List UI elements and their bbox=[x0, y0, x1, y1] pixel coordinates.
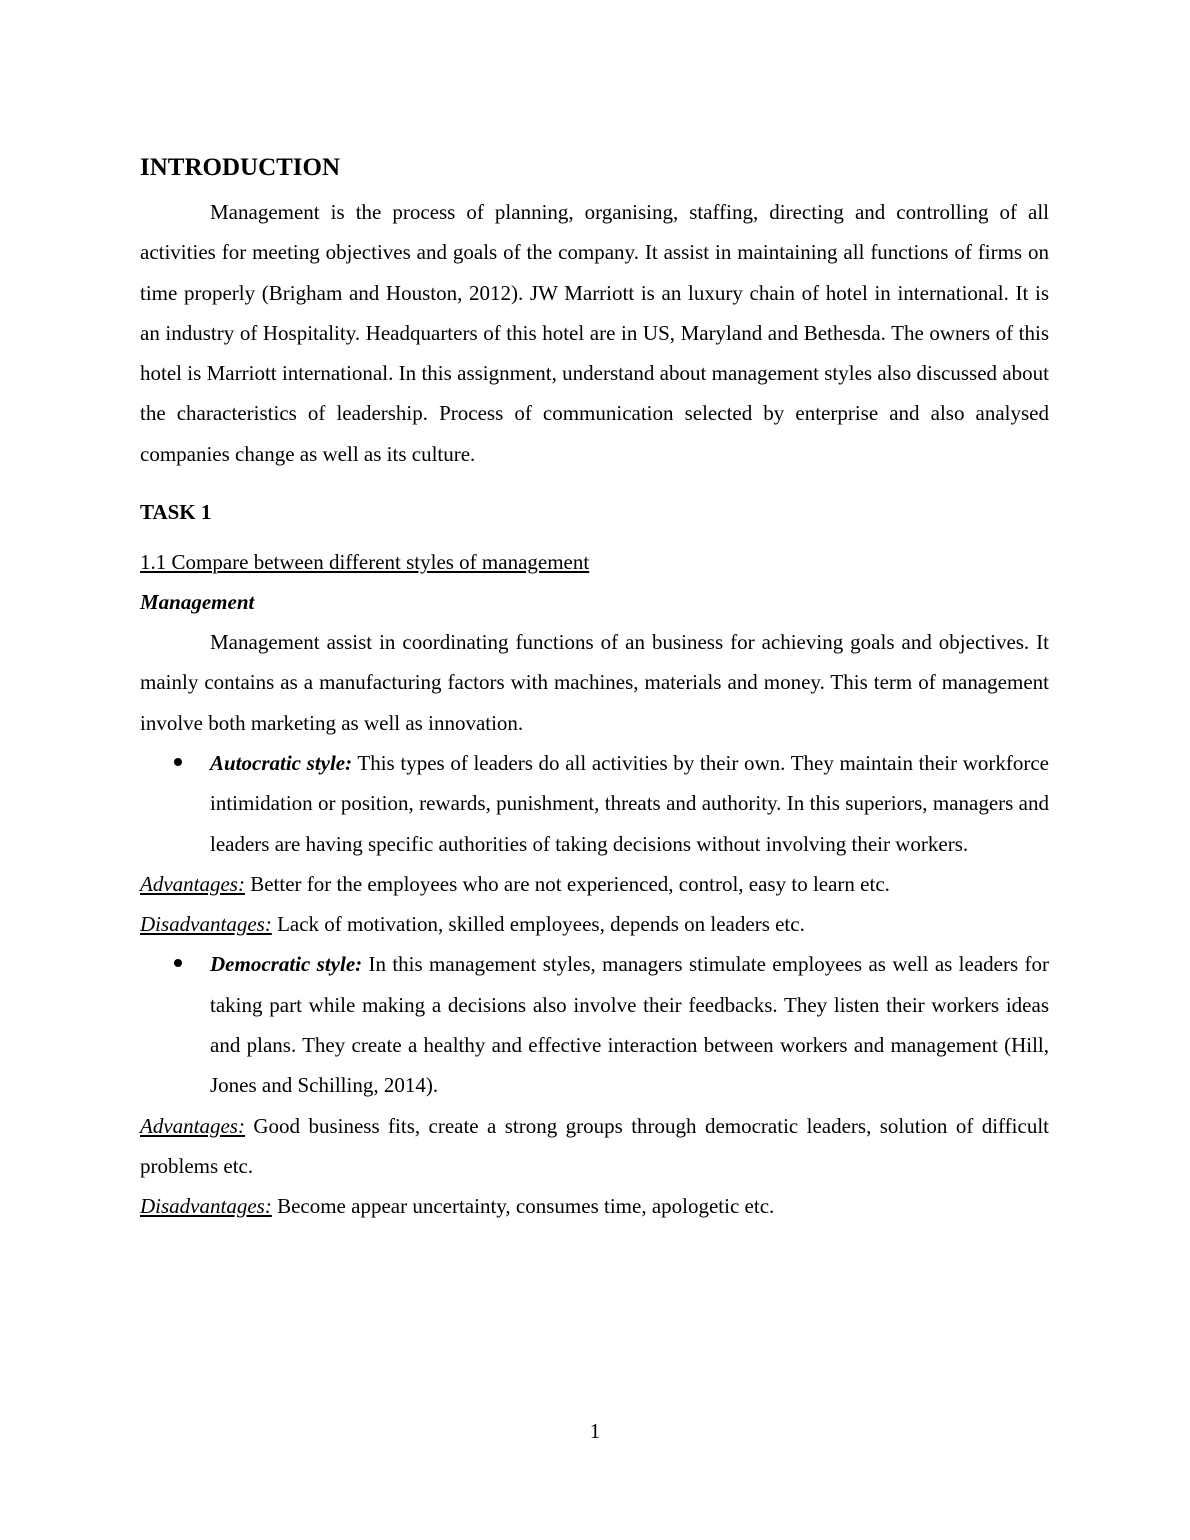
disadvantages-label: Disadvantages: bbox=[140, 912, 272, 937]
bullet-icon bbox=[174, 758, 182, 766]
management-subheading: Management bbox=[140, 590, 255, 615]
disadvantages-text: Lack of motivation, skilled employees, depends on leaders etc. bbox=[271, 912, 805, 937]
section-1-1-heading: 1.1 Compare between different styles of management bbox=[140, 550, 590, 575]
introduction-paragraph: Management is the process of planning, organising, staffing, directing and controlling of all activities for meeting objectives and goals of the company. It assist in maintaining all functions of firms on time properly (Brigham and Houston, 2012). JW Marriott is an luxury chain of hotel in international. It is an industry of Hospitality. Headquarters of this hotel are in US, Maryland and Bethesda. The owners of this hotel is Marriott international. In this assignment, understand about management styles also discussed about the characteristics of leadership. Process of communication selected by enterprise and also analysed companies change as well as its culture. bbox=[140, 200, 1049, 466]
page-number: 1 bbox=[589, 1419, 601, 1443]
democratic-disadvantages bbox=[140, 1186, 1049, 1226]
autocratic-style-label: Autocratic style: bbox=[210, 750, 353, 775]
autocratic-style-text: This types of leaders do all activities by their own. They maintain their workforce intimidation or position, rewards, punishment, threats and authority. In this superiors, managers and leaders are having specific authorities of taking decisions without involving their workers. bbox=[210, 750, 1050, 856]
disadvantages-label: Disadvantages: bbox=[140, 1194, 272, 1219]
advantages-text: Good business fits, create a strong groups through democratic leaders, solution of difficult problems etc. bbox=[140, 1113, 1049, 1178]
advantages-label: Advantages: bbox=[140, 871, 245, 896]
advantages-label: Advantages: bbox=[140, 1113, 245, 1138]
task-1-heading: TASK 1 bbox=[140, 500, 212, 525]
autocratic-style-bullet bbox=[140, 743, 1049, 864]
document-page bbox=[140, 150, 1049, 1227]
democratic-style-bullet bbox=[140, 944, 1049, 1105]
management-paragraph: Management assist in coordinating functions of an business for achieving goals and objectives. It mainly contains as a manufacturing factors with machines, materials and money. This term of management involve both marketing as well as innovation. bbox=[140, 630, 1049, 735]
advantages-text: Better for the employees who are not experienced, control, easy to learn etc. bbox=[244, 871, 890, 896]
democratic-advantages bbox=[140, 1106, 1049, 1187]
democratic-style-text: In this management styles, managers stimulate employees as well as leaders for taking part while making a decisions also involve their feedbacks. They listen their workers ideas and plans. They create a healthy and effective interaction between workers and management (Hill, Jones and Schilling, 2014). bbox=[210, 952, 1049, 1098]
introduction-heading: INTRODUCTION bbox=[140, 154, 341, 181]
democratic-style-label: Democratic style: bbox=[210, 952, 363, 977]
disadvantages-text: Become appear uncertainty, consumes time, apologetic etc. bbox=[271, 1194, 775, 1219]
bullet-icon bbox=[174, 959, 182, 967]
autocratic-disadvantages bbox=[140, 904, 1049, 944]
autocratic-advantages bbox=[140, 864, 1049, 904]
